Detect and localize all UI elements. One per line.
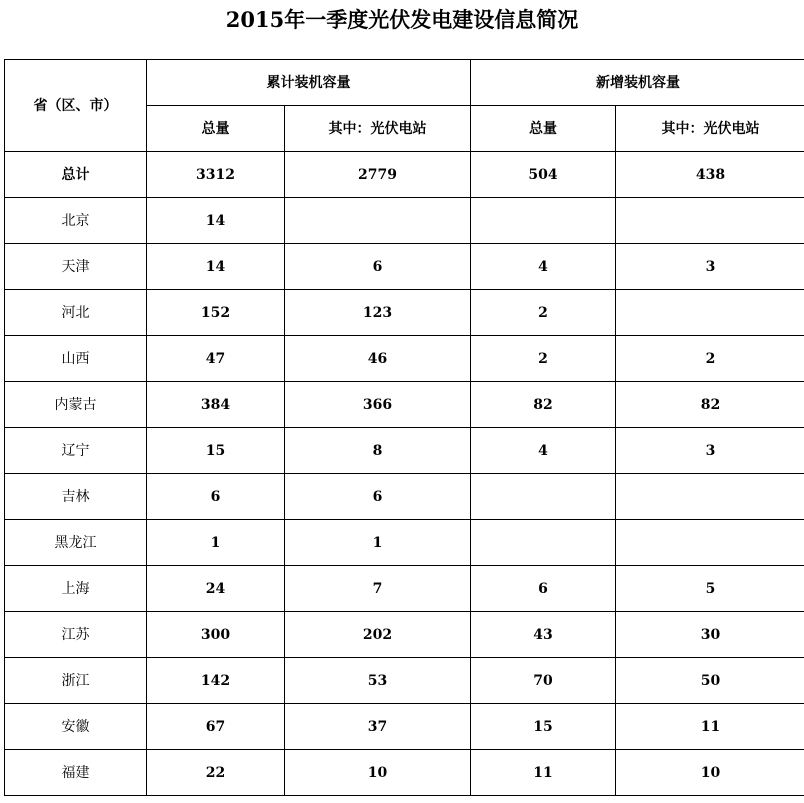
cum-pv-cell: 1 (285, 520, 471, 566)
header-new-total: 总量 (471, 106, 616, 152)
cum-total-cell: 15 (147, 428, 285, 474)
cum-pv-cell: 6 (285, 244, 471, 290)
new-pv-cell (616, 474, 804, 520)
cum-pv-cell: 37 (285, 704, 471, 750)
cum-total-cell: 47 (147, 336, 285, 382)
province-cell: 江苏 (5, 612, 147, 658)
province-cell: 黑龙江 (5, 520, 147, 566)
cum-pv-cell: 10 (285, 750, 471, 796)
new-total-cell: 2 (471, 336, 616, 382)
capacity-table (4, 59, 804, 796)
cum-total-cell: 1 (147, 520, 285, 566)
province-cell: 吉林 (5, 474, 147, 520)
province-cell: 天津 (5, 244, 147, 290)
province-cell: 总计 (5, 152, 147, 198)
new-total-cell (471, 198, 616, 244)
cum-pv-cell: 6 (285, 474, 471, 520)
cum-pv-cell: 8 (285, 428, 471, 474)
table-row (5, 290, 804, 336)
cum-total-cell: 384 (147, 382, 285, 428)
new-total-cell: 504 (471, 152, 616, 198)
new-pv-cell: 5 (616, 566, 804, 612)
cum-pv-cell: 202 (285, 612, 471, 658)
table-row (5, 382, 804, 428)
header-row-1 (5, 60, 804, 106)
province-cell: 山西 (5, 336, 147, 382)
header-cum-pv: 其中：光伏电站 (285, 106, 471, 152)
province-cell: 福建 (5, 750, 147, 796)
new-pv-cell (616, 520, 804, 566)
new-total-cell: 4 (471, 428, 616, 474)
cum-total-cell: 3312 (147, 152, 285, 198)
cum-total-cell: 14 (147, 244, 285, 290)
province-cell: 河北 (5, 290, 147, 336)
cum-pv-cell: 53 (285, 658, 471, 704)
new-total-cell (471, 520, 616, 566)
new-total-cell: 82 (471, 382, 616, 428)
cum-total-cell: 24 (147, 566, 285, 612)
new-total-cell (471, 474, 616, 520)
cum-total-cell: 152 (147, 290, 285, 336)
new-total-cell: 6 (471, 566, 616, 612)
cum-pv-cell: 2779 (285, 152, 471, 198)
table-row (5, 566, 804, 612)
new-pv-cell: 30 (616, 612, 804, 658)
header-new: 新增装机容量 (471, 60, 804, 106)
cum-total-cell: 300 (147, 612, 285, 658)
cum-pv-cell: 366 (285, 382, 471, 428)
new-pv-cell (616, 198, 804, 244)
new-pv-cell: 438 (616, 152, 804, 198)
table-row (5, 474, 804, 520)
new-pv-cell: 3 (616, 244, 804, 290)
province-cell: 浙江 (5, 658, 147, 704)
table-row (5, 750, 804, 796)
new-pv-cell: 82 (616, 382, 804, 428)
cum-pv-cell: 123 (285, 290, 471, 336)
table-row (5, 198, 804, 244)
cum-total-cell: 22 (147, 750, 285, 796)
new-pv-cell: 3 (616, 428, 804, 474)
cum-pv-cell: 46 (285, 336, 471, 382)
table-row (5, 428, 804, 474)
province-cell: 北京 (5, 198, 147, 244)
new-total-cell: 2 (471, 290, 616, 336)
new-pv-cell: 10 (616, 750, 804, 796)
cum-total-cell: 142 (147, 658, 285, 704)
cum-total-cell: 14 (147, 198, 285, 244)
table-row (5, 704, 804, 750)
new-total-cell: 4 (471, 244, 616, 290)
page-title: 2015年一季度光伏发电建设信息简况 (225, 7, 579, 32)
province-cell: 辽宁 (5, 428, 147, 474)
new-total-cell: 70 (471, 658, 616, 704)
table-row (5, 336, 804, 382)
table-row (5, 520, 804, 566)
cum-total-cell: 67 (147, 704, 285, 750)
new-pv-cell: 11 (616, 704, 804, 750)
new-total-cell: 43 (471, 612, 616, 658)
new-pv-cell: 50 (616, 658, 804, 704)
province-cell: 安徽 (5, 704, 147, 750)
header-cumulative: 累计装机容量 (147, 60, 471, 106)
table-row (5, 244, 804, 290)
new-total-cell: 11 (471, 750, 616, 796)
header-cum-total: 总量 (147, 106, 285, 152)
province-cell: 上海 (5, 566, 147, 612)
province-cell: 内蒙古 (5, 382, 147, 428)
new-pv-cell (616, 290, 804, 336)
table-row (5, 658, 804, 704)
header-new-pv: 其中：光伏电站 (616, 106, 804, 152)
new-total-cell: 15 (471, 704, 616, 750)
cum-pv-cell: 7 (285, 566, 471, 612)
new-pv-cell: 2 (616, 336, 804, 382)
total-row (5, 152, 804, 198)
table-body (5, 60, 804, 796)
table-row (5, 612, 804, 658)
cum-total-cell: 6 (147, 474, 285, 520)
cum-pv-cell (285, 198, 471, 244)
header-province: 省（区、市） (5, 60, 147, 152)
